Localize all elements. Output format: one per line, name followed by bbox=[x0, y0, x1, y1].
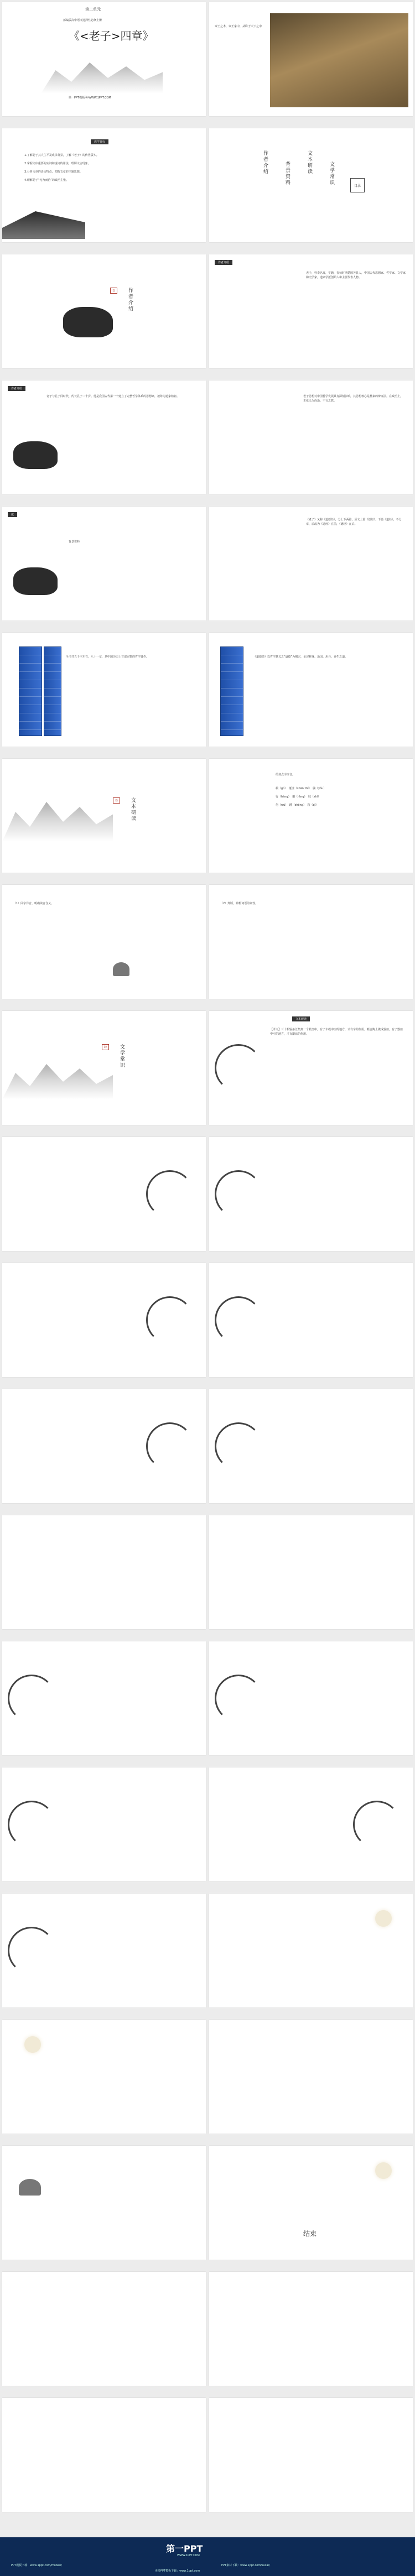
toc-item-4[interactable]: 文学常识 bbox=[329, 161, 334, 186]
slide-background-1[interactable] bbox=[209, 507, 413, 620]
toc-title: 目录 bbox=[350, 178, 365, 192]
goals-item-1: 1.了解老子其人生平及成书背景，了解《老子》的传世版本。 bbox=[24, 154, 99, 157]
slide-section-3[interactable] bbox=[2, 759, 206, 873]
wave-5 bbox=[215, 1296, 262, 1344]
wave-8 bbox=[8, 1675, 55, 1722]
slide-filler-10 bbox=[209, 1641, 413, 1755]
slide-closing[interactable] bbox=[209, 2146, 413, 2260]
pinyin-row-3: 勿（wù） 踵（zhǒng） 跂（qǐ） bbox=[276, 804, 319, 807]
slide-goals[interactable] bbox=[2, 128, 206, 242]
lotus-2 bbox=[19, 2179, 41, 2196]
section-4-mountain bbox=[2, 1055, 113, 1099]
book-1 bbox=[19, 646, 42, 736]
wave-9 bbox=[215, 1675, 262, 1722]
section-3-label: 文本研读 bbox=[130, 797, 136, 822]
slide-filler-16 bbox=[209, 2020, 413, 2134]
section-1-label: 作者介绍 bbox=[127, 288, 133, 312]
footer-right[interactable]: PPT素材下载：www.1ppt.com/sucai/ bbox=[221, 2564, 270, 2567]
pinyin-row-2: 行（háng） 攘（rǎng） 肢（zhī） bbox=[276, 795, 321, 799]
author-3-text: 老子思想对中国哲学发展具有深刻影响，其思想核心是朴素的辩证法。在政治上，主张无为而治、不言之教。 bbox=[303, 395, 403, 403]
section-2-tag: 贰 bbox=[8, 512, 17, 517]
author-1-text: 老子，姓李名耳，字聃，春秋时期楚国苦县人，中国古代思想家、哲学家、文学家和史学家，道家学派创始人和主要代表人物。 bbox=[306, 272, 406, 279]
words-1-text: （1）同字异音，明确读音含义。 bbox=[13, 902, 54, 905]
slide-cover[interactable] bbox=[2, 2, 206, 116]
slide-filler-3 bbox=[2, 1263, 206, 1377]
slide-filler-15 bbox=[2, 2020, 206, 2134]
slide-filler-8 bbox=[209, 1515, 413, 1629]
words-2-text: （2）判断，辨析词语的词性。 bbox=[220, 902, 258, 905]
site-footer bbox=[0, 2537, 415, 2576]
goals-item-4: 4.理解老子“无为而治”的政治主张。 bbox=[24, 179, 69, 182]
slide-books[interactable] bbox=[2, 633, 206, 747]
slide-filler-5 bbox=[2, 1389, 206, 1503]
book-3 bbox=[220, 646, 243, 736]
slide-filler-2 bbox=[209, 1137, 413, 1251]
section-3-tag: 叁 bbox=[113, 797, 120, 804]
toc-item-3[interactable]: 文本研读 bbox=[307, 150, 312, 175]
footer-brand: 第一PPT bbox=[166, 2543, 203, 2554]
landscape-caption: 帝王之术，帝王家中，从卧于天下之中 bbox=[215, 25, 262, 28]
pinyin-title: 给加点字注音。 bbox=[276, 773, 295, 776]
slide-words-1[interactable] bbox=[2, 885, 206, 999]
moon-1 bbox=[375, 1910, 392, 1927]
slide-filler-13 bbox=[2, 1894, 206, 2007]
cover-header: 第二单元 bbox=[85, 7, 101, 12]
slide-filler-9 bbox=[2, 1641, 206, 1755]
cover-mountain bbox=[41, 55, 163, 93]
footer-url[interactable]: WWW.1PPT.COM bbox=[177, 2554, 200, 2557]
background-2-text: 《道德经》以哲学意义之“道德”为纲宗，论述修身、治国、用兵、养生之道。 bbox=[253, 655, 348, 659]
lotus-1 bbox=[113, 962, 129, 976]
moon-2 bbox=[24, 2036, 41, 2053]
study-1-tag: 文本研读 bbox=[292, 1016, 310, 1021]
slide-pinyin[interactable] bbox=[209, 759, 413, 873]
slide-author-2[interactable] bbox=[2, 380, 206, 494]
section-4-tag: 肆 bbox=[102, 1044, 109, 1050]
study-1-text: 【译文】三十根辐条汇集到一个毂当中，有了车毂中空的地方，才有车的作用。糅合陶土做成器皿，有了器皿中空的地方，才有器皿的作用。 bbox=[270, 1028, 403, 1036]
closing-label: 结束 bbox=[303, 2230, 317, 2238]
section-2-text: 背景资料 bbox=[69, 540, 80, 544]
toc-item-2[interactable]: 背景资料 bbox=[284, 161, 290, 186]
wave-6 bbox=[146, 1422, 194, 1470]
slide-filler-11 bbox=[2, 1767, 206, 1881]
slide-filler-18 bbox=[2, 2272, 206, 2386]
slide-background-2[interactable] bbox=[209, 633, 413, 747]
slide-toc[interactable] bbox=[209, 128, 413, 242]
slide-words-2[interactable] bbox=[209, 885, 413, 999]
ox-figure bbox=[63, 307, 113, 337]
wave-10 bbox=[8, 1801, 55, 1848]
slide-filler-7 bbox=[2, 1515, 206, 1629]
slide-filler-14 bbox=[209, 1894, 413, 2007]
wave-3 bbox=[215, 1170, 262, 1218]
wave-11 bbox=[353, 1801, 401, 1848]
slide-section-4[interactable] bbox=[2, 1011, 206, 1125]
slide-filler-1 bbox=[2, 1137, 206, 1251]
books-text: 全书共五千字左右，八十一章，是中国历史上首部完整的哲学著作。 bbox=[66, 655, 149, 659]
slide-section-2[interactable] bbox=[2, 507, 206, 620]
toc-item-1[interactable]: 作者介绍 bbox=[262, 150, 268, 175]
goals-title: 教学目标 bbox=[91, 139, 108, 144]
pinyin-row-1: 毂（gǔ） 埏埴（shān zhí） 牖（yǒu） bbox=[276, 787, 326, 790]
wave-2 bbox=[146, 1170, 194, 1218]
slide-filler-6 bbox=[209, 1389, 413, 1503]
goals-roof bbox=[2, 211, 85, 239]
wave-1 bbox=[215, 1044, 262, 1092]
wave-4 bbox=[146, 1296, 194, 1344]
slide-filler-20 bbox=[2, 2398, 206, 2512]
section-1-tag: 壹 bbox=[110, 288, 117, 294]
author-2-tag: 作者介绍 bbox=[8, 386, 25, 391]
section-3-mountain bbox=[2, 792, 113, 842]
slide-filler-12 bbox=[209, 1767, 413, 1881]
author-1-tag: 作者介绍 bbox=[215, 260, 232, 265]
cover-subline-2: 第一PPT模板网-WWW.1PPT.COM bbox=[69, 96, 111, 100]
slide-author-3[interactable] bbox=[209, 380, 413, 494]
cover-subline-1: 部编版高中语文选择性必修上册 bbox=[63, 19, 102, 22]
moon-3 bbox=[375, 2162, 392, 2179]
cover-title: 《<老子>四章》 bbox=[69, 29, 154, 43]
wave-7 bbox=[215, 1422, 262, 1470]
landscape-photo bbox=[270, 13, 408, 107]
slide-filler-4 bbox=[209, 1263, 413, 1377]
background-1-text: 《老子》又称《道德经》，分上下两篇，原文上篇《德经》、下篇《道经》，不分章，后改为《道经》在前，《德经》在后。 bbox=[306, 518, 402, 526]
goals-item-3: 3.分析文章的语言特点，把握文章的主题思想。 bbox=[24, 170, 82, 174]
author-2-text: 老子与孔子同时代，约长孔子二十岁。他是我国古代第一个建立了完整哲学体系的思想家，被尊为道家始祖。 bbox=[46, 395, 180, 398]
ox-figure-2 bbox=[13, 441, 58, 469]
wave-12 bbox=[8, 1927, 55, 1974]
book-2 bbox=[44, 646, 61, 736]
goals-item-2: 2.掌握文中重要的实词和虚词的用法，理解文言现象。 bbox=[24, 162, 91, 165]
section-4-label: 文学常识 bbox=[119, 1044, 124, 1068]
slide-author-1[interactable] bbox=[209, 254, 413, 368]
slide-filler-19 bbox=[209, 2272, 413, 2386]
footer-left[interactable]: PPT模板下载：www.1ppt.com/moban/ bbox=[11, 2564, 62, 2567]
ox-figure-3 bbox=[13, 567, 58, 595]
slide-filler-21 bbox=[209, 2398, 413, 2512]
slide-section-1[interactable] bbox=[2, 254, 206, 368]
footer-note[interactable]: 更多PPT模板下载：www.1ppt.com bbox=[155, 2569, 200, 2573]
slide-filler-17 bbox=[2, 2146, 206, 2260]
slide-landscape[interactable] bbox=[209, 2, 413, 116]
slide-study-1[interactable] bbox=[209, 1011, 413, 1125]
